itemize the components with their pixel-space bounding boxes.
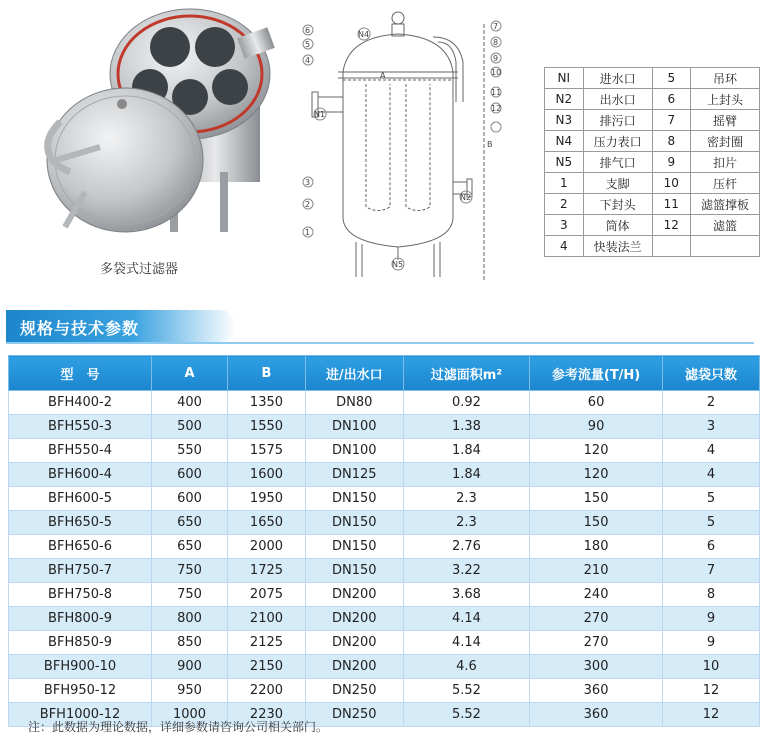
spec-cell: 4 [662, 463, 759, 487]
spec-cell: 4.14 [403, 607, 530, 631]
legend-cell: 扣片 [690, 152, 759, 173]
svg-text:6: 6 [305, 26, 311, 35]
spec-cell: BFH750-7 [9, 559, 152, 583]
legend-cell: 8 [652, 131, 690, 152]
spec-row [9, 679, 760, 703]
parts-legend [544, 67, 760, 257]
spec-cell: 2 [662, 391, 759, 415]
spec-cell: 6 [662, 535, 759, 559]
svg-text:12: 12 [491, 104, 502, 113]
legend-row [545, 131, 760, 152]
spec-header-cell: B [228, 356, 306, 391]
spec-cell: 2200 [228, 679, 306, 703]
spec-cell: DN125 [305, 463, 403, 487]
spec-row [9, 559, 760, 583]
spec-cell: 120 [530, 463, 663, 487]
spec-cell: 2230 [228, 703, 306, 727]
spec-row [9, 439, 760, 463]
spec-cell: BFH650-6 [9, 535, 152, 559]
legend-cell: 3 [545, 215, 584, 236]
spec-row [9, 463, 760, 487]
legend-cell: N5 [545, 152, 584, 173]
legend-row [545, 68, 760, 89]
spec-row [9, 487, 760, 511]
spec-cell: BFH400-2 [9, 391, 152, 415]
legend-cell: 吊环 [690, 68, 759, 89]
svg-text:5: 5 [305, 40, 311, 49]
spec-table [8, 355, 760, 727]
spec-cell: 600 [152, 463, 228, 487]
svg-text:7: 7 [493, 22, 499, 31]
spec-cell: BFH1000-12 [9, 703, 152, 727]
footnote: 注：此数据为理论数据，详细参数请咨询公司相关部门。 [28, 720, 329, 734]
spec-cell: 150 [530, 511, 663, 535]
svg-text:1: 1 [305, 228, 311, 237]
spec-row [9, 583, 760, 607]
spec-cell: 750 [152, 559, 228, 583]
spec-header-cell: 进/出水口 [305, 356, 403, 391]
spec-cell: 1950 [228, 487, 306, 511]
legend-cell: 上封头 [690, 89, 759, 110]
spec-cell: 4.6 [403, 655, 530, 679]
spec-cell: DN250 [305, 679, 403, 703]
legend-cell: 摇臂 [690, 110, 759, 131]
legend-cell: 11 [652, 194, 690, 215]
legend-cell: 密封圈 [690, 131, 759, 152]
legend-cell: 滤篮 [690, 215, 759, 236]
legend-cell: 1 [545, 173, 584, 194]
legend-cell: 9 [652, 152, 690, 173]
spec-cell: 2100 [228, 607, 306, 631]
photo-caption: 多袋式过滤器 [100, 262, 179, 277]
spec-cell: 750 [152, 583, 228, 607]
spec-cell: 180 [530, 535, 663, 559]
legend-cell: 压杆 [690, 173, 759, 194]
product-photo [20, 2, 285, 247]
legend-row [545, 152, 760, 173]
spec-cell: 90 [530, 415, 663, 439]
spec-cell: BFH900-10 [9, 655, 152, 679]
svg-text:2: 2 [305, 200, 311, 209]
spec-cell: DN100 [305, 439, 403, 463]
spec-cell: 2000 [228, 535, 306, 559]
legend-cell: 5 [652, 68, 690, 89]
spec-row [9, 607, 760, 631]
spec-row [9, 631, 760, 655]
legend-cell: 压力表口 [583, 131, 652, 152]
section-banner [6, 310, 236, 342]
banner-divider [6, 342, 754, 344]
spec-cell: DN80 [305, 391, 403, 415]
legend-cell: 7 [652, 110, 690, 131]
spec-cell: 850 [152, 631, 228, 655]
spec-cell: DN150 [305, 511, 403, 535]
legend-cell: N3 [545, 110, 584, 131]
spec-cell: 60 [530, 391, 663, 415]
legend-cell: 出水口 [583, 89, 652, 110]
spec-cell: 1350 [228, 391, 306, 415]
spec-cell: 1.38 [403, 415, 530, 439]
legend-row [545, 173, 760, 194]
legend-row [545, 194, 760, 215]
legend-row [545, 236, 760, 257]
technical-drawing [298, 2, 528, 287]
spec-cell: 600 [152, 487, 228, 511]
spec-cell: 5.52 [403, 703, 530, 727]
spec-cell: DN100 [305, 415, 403, 439]
legend-cell: 滤篮撑板 [690, 194, 759, 215]
spec-cell: 800 [152, 607, 228, 631]
spec-header-cell: 参考流量(T/H) [530, 356, 663, 391]
spec-cell: 360 [530, 679, 663, 703]
spec-row [9, 391, 760, 415]
svg-text:N1: N1 [314, 110, 326, 119]
legend-cell: 排污口 [583, 110, 652, 131]
spec-cell: DN150 [305, 535, 403, 559]
svg-text:N5: N5 [392, 260, 404, 269]
spec-cell: DN200 [305, 655, 403, 679]
spec-cell: 1650 [228, 511, 306, 535]
spec-cell: BFH950-12 [9, 679, 152, 703]
spec-cell: BFH600-4 [9, 463, 152, 487]
spec-header-cell: A [152, 356, 228, 391]
spec-cell: 3.68 [403, 583, 530, 607]
spec-cell: 3.22 [403, 559, 530, 583]
spec-cell: 950 [152, 679, 228, 703]
svg-text:10: 10 [491, 68, 502, 77]
spec-cell: 7 [662, 559, 759, 583]
legend-cell [690, 236, 759, 257]
spec-cell: 650 [152, 535, 228, 559]
spec-cell: 5.52 [403, 679, 530, 703]
spec-cell: 0.92 [403, 391, 530, 415]
spec-cell: DN200 [305, 607, 403, 631]
legend-cell: NI [545, 68, 584, 89]
spec-header-cell: 滤袋只数 [662, 356, 759, 391]
spec-cell: 2150 [228, 655, 306, 679]
spec-cell: 9 [662, 607, 759, 631]
svg-text:A: A [380, 71, 386, 80]
legend-cell: 6 [652, 89, 690, 110]
legend-cell: 排气口 [583, 152, 652, 173]
legend-row [545, 215, 760, 236]
spec-cell: 270 [530, 607, 663, 631]
spec-cell: 1000 [152, 703, 228, 727]
spec-cell: 120 [530, 439, 663, 463]
legend-cell: 4 [545, 236, 584, 257]
spec-cell: 2075 [228, 583, 306, 607]
spec-cell: BFH800-9 [9, 607, 152, 631]
spec-cell: 2.3 [403, 511, 530, 535]
svg-text:9: 9 [493, 54, 499, 63]
spec-cell: 10 [662, 655, 759, 679]
legend-cell: 下封头 [583, 194, 652, 215]
spec-cell: 5 [662, 487, 759, 511]
spec-cell: 12 [662, 679, 759, 703]
spec-cell: 500 [152, 415, 228, 439]
spec-header-cell: 型 号 [9, 356, 152, 391]
section-title: 规格与技术参数 [20, 319, 140, 338]
svg-text:8: 8 [493, 38, 499, 47]
spec-cell: 5 [662, 511, 759, 535]
legend-row [545, 110, 760, 131]
spec-cell: DN150 [305, 487, 403, 511]
spec-cell: 550 [152, 439, 228, 463]
spec-cell: 2125 [228, 631, 306, 655]
svg-text:N4: N4 [358, 30, 370, 39]
spec-cell: 240 [530, 583, 663, 607]
legend-cell [652, 236, 690, 257]
spec-cell: 1550 [228, 415, 306, 439]
svg-text:11: 11 [491, 88, 502, 97]
spec-cell: BFH850-9 [9, 631, 152, 655]
spec-cell: 360 [530, 703, 663, 727]
spec-cell: BFH550-4 [9, 439, 152, 463]
legend-cell: N4 [545, 131, 584, 152]
spec-row [9, 415, 760, 439]
spec-cell: BFH600-5 [9, 487, 152, 511]
spec-cell: BFH650-5 [9, 511, 152, 535]
legend-cell: 12 [652, 215, 690, 236]
spec-cell: 900 [152, 655, 228, 679]
legend-cell: 支脚 [583, 173, 652, 194]
spec-cell: 1.84 [403, 439, 530, 463]
spec-cell: 8 [662, 583, 759, 607]
svg-text:3: 3 [305, 178, 311, 187]
spec-cell: 2.76 [403, 535, 530, 559]
spec-cell: 1725 [228, 559, 306, 583]
legend-row [545, 89, 760, 110]
spec-cell: 1600 [228, 463, 306, 487]
svg-text:B: B [487, 140, 493, 149]
spec-cell: 210 [530, 559, 663, 583]
spec-cell: 650 [152, 511, 228, 535]
svg-text:N2: N2 [460, 193, 472, 202]
legend-cell: 快装法兰 [583, 236, 652, 257]
spec-cell: 12 [662, 703, 759, 727]
spec-cell: DN200 [305, 631, 403, 655]
spec-cell: 4 [662, 439, 759, 463]
spec-row [9, 511, 760, 535]
spec-cell: 3 [662, 415, 759, 439]
spec-cell: 1.84 [403, 463, 530, 487]
spec-header-cell: 过滤面积m² [403, 356, 530, 391]
spec-cell: DN150 [305, 559, 403, 583]
spec-row [9, 655, 760, 679]
spec-cell: 150 [530, 487, 663, 511]
spec-cell: BFH750-8 [9, 583, 152, 607]
legend-cell: 2 [545, 194, 584, 215]
spec-cell: 1575 [228, 439, 306, 463]
spec-cell: 270 [530, 631, 663, 655]
svg-text:4: 4 [305, 56, 311, 65]
spec-cell: DN250 [305, 703, 403, 727]
spec-cell: 400 [152, 391, 228, 415]
legend-cell: N2 [545, 89, 584, 110]
spec-cell: 2.3 [403, 487, 530, 511]
legend-cell: 进水口 [583, 68, 652, 89]
spec-cell: 4.14 [403, 631, 530, 655]
legend-cell: 10 [652, 173, 690, 194]
spec-row [9, 535, 760, 559]
legend-cell: 筒体 [583, 215, 652, 236]
spec-cell: 300 [530, 655, 663, 679]
spec-cell: BFH550-3 [9, 415, 152, 439]
spec-cell: 9 [662, 631, 759, 655]
spec-cell: DN200 [305, 583, 403, 607]
